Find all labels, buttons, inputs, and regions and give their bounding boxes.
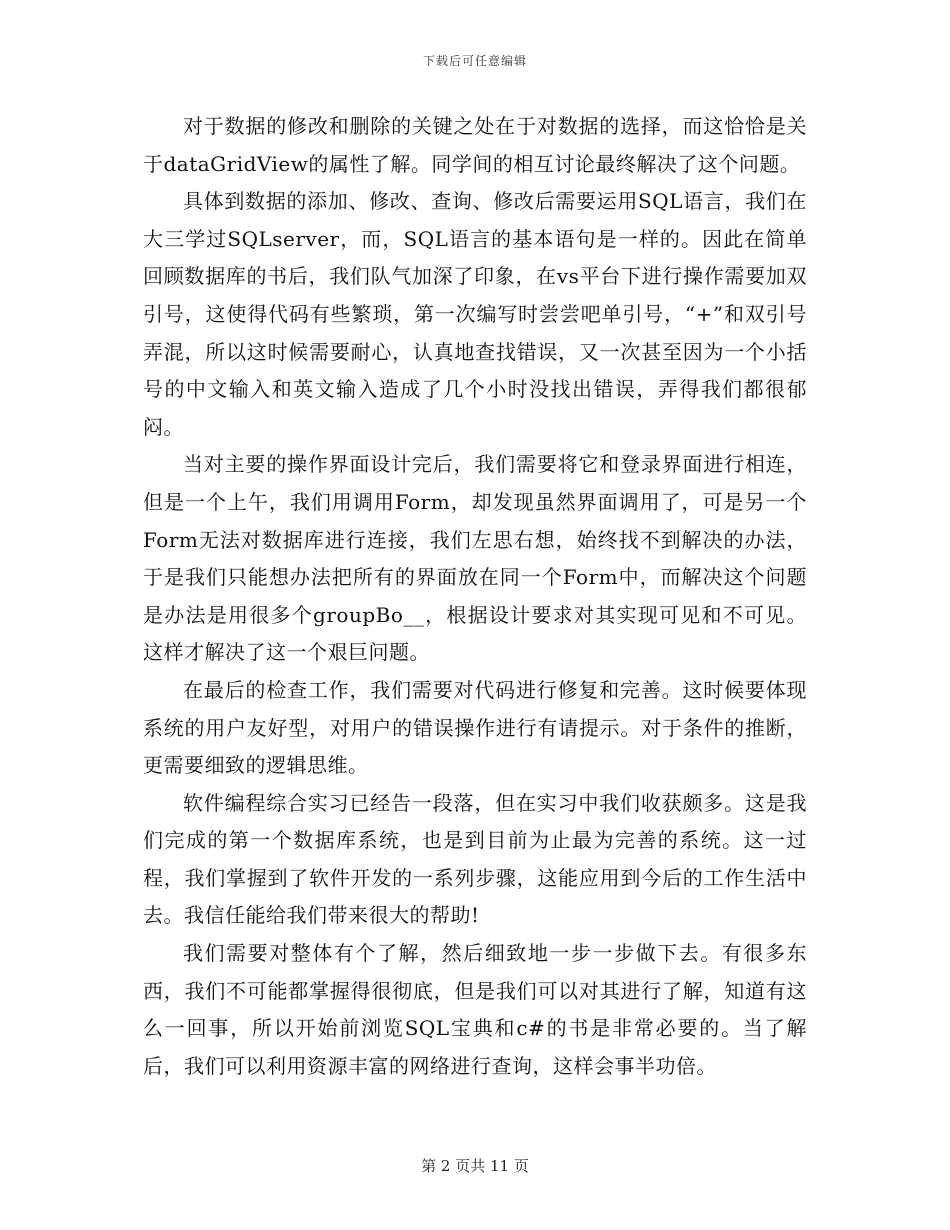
paragraph-data-selection: 对于数据的修改和删除的关键之处在于对数据的选择，而这恰恰是关于dataGridView的属性了解。同学间的相互讨论最终解决了这个问题。	[143, 114, 807, 176]
document-body	[143, 108, 807, 1085]
paragraph-form-connection: 当对主要的操作界面设计完后，我们需要将它和登录界面进行相连，但是一个上午，我们用调用Form，却发现虽然界面调用了，可是另一个Form无法对数据库进行连接，我们左思右想，始终找不到解决的办法，于是我们只能想办法把所有的界面放在同一个Form中，而解决这个问题是办法是用很多个groupBo__，根据设计要求对其实现可见和不可见。这样才解决了这一个艰巨问题。	[143, 452, 807, 665]
paragraph-learning-approach: 我们需要对整体有个了解，然后细致地一步一步做下去。有很多东西，我们不可能都掌握得很彻底，但是我们可以对其进行了解，知道有这么一回事，所以开始前浏览SQL宝典和c#的书是非常必要的。当了解后，我们可以利用资源丰富的网络进行查询，这样会事半功倍。	[143, 941, 807, 1078]
page-header: 下载后可任意编辑	[422, 54, 527, 68]
page-number-footer: 第 2 页共 11 页	[421, 1157, 529, 1175]
paragraph-internship-summary: 软件编程综合实习已经告一段落，但在实习中我们收获颇多。这是我们完成的第一个数据库系统，也是到目前为止最为完善的系统。这一过程，我们掌握到了软件开发的一系列步骤，这能应用到今后的工作生活中去。我信任能给我们带来很大的帮助!	[143, 790, 807, 928]
paragraph-final-check: 在最后的检查工作，我们需要对代码进行修复和完善。这时候要体现系统的用户友好型，对用户的错误操作进行有请提示。对于条件的推断，更需要细致的逻辑思维。	[143, 677, 807, 778]
paragraph-sql-usage: 具体到数据的添加、修改、查询、修改后需要运用SQL语言，我们在大三学过SQLserver，而，SQL语言的基本语句是一样的。因此在简单回顾数据库的书后，我们队气加深了印象，在vs平台下进行操作需要加双引号，这使得代码有些繁琐，第一次编写时尝尝吧单引号，“+”和双引号弄混，所以这时候需要耐心，认真地查找错误，又一次甚至因为一个小括号的中文输入和英文输入造成了几个小时没找出错误，弄得我们都很郁闷。	[143, 189, 807, 439]
